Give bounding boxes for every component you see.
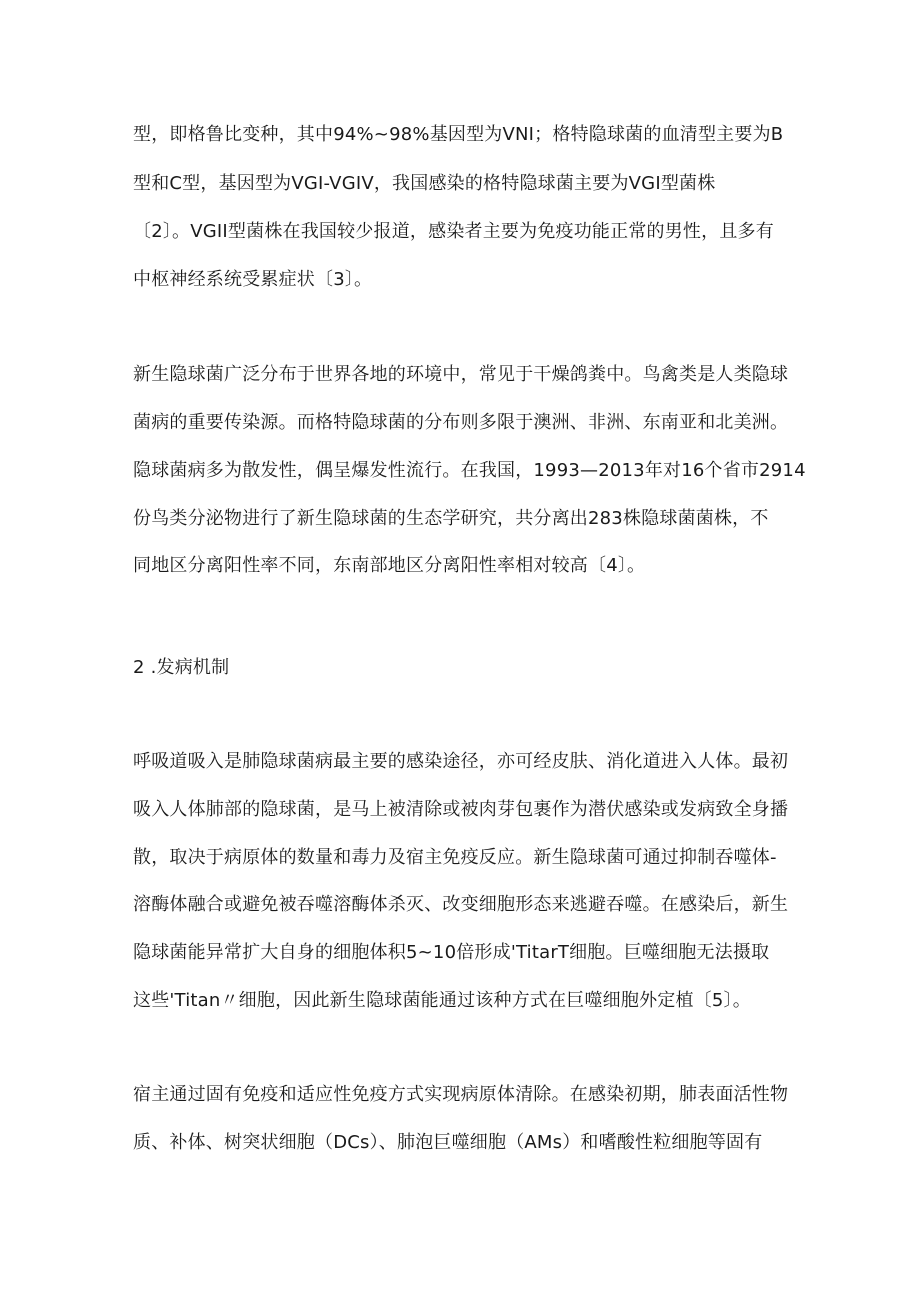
paragraph-3-line-2: 吸入人体肺部的隐球菌，是马上被清除或被肉芽包裹作为潜伏感染或发病致全身播 (133, 799, 789, 820)
paragraph-3-line-1: 呼吸道吸入是肺隐球菌病最主要的感染途径，亦可经皮肤、消化道进入人体。最初 (133, 751, 789, 772)
paragraph-3-line-3: 散，取决于病原体的数量和毒力及宿主免疫反应。新生隐球菌可通过抑制吞噬体- (133, 847, 777, 868)
paragraph-4-line-2: 质、补体、树突状细胞（DCs）、肺泡巨噬细胞（AMs）和嗜酸性粒细胞等固有 (133, 1132, 763, 1153)
paragraph-1-line-4: 中枢神经系统受累症状〔3〕。 (133, 269, 373, 290)
paragraph-1-line-2: 型和C型，基因型为VGI-VGIV，我国感染的格特隐球菌主要为VGI型菌株 (133, 173, 716, 194)
paragraph-3-line-6: 这些'Titan〃细胞，因此新生隐球菌能通过该种方式在巨噬细胞外定植〔5〕。 (133, 990, 751, 1011)
paragraph-3-line-5: 隐球菌能异常扩大自身的细胞体积5~10倍形成'TitarT细胞。巨噬细胞无法摄取 (133, 942, 770, 963)
paragraph-1-line-3: 〔2〕。VGII型菌株在我国较少报道，感染者主要为免疫功能正常的男性，且多有 (133, 221, 774, 242)
paragraph-2-line-2: 菌病的重要传染源。而格特隐球菌的分布则多限于澳洲、非洲、东南亚和北美洲。 (133, 412, 789, 433)
paragraph-2-line-4: 份鸟类分泌物进行了新生隐球菌的生态学研究，共分离出283株隐球菌菌株，不 (133, 508, 769, 529)
paragraph-2-line-5: 同地区分离阳性率不同，东南部地区分离阳性率相对较高〔4〕。 (133, 555, 646, 576)
section-heading: 2 .发病机制 (133, 657, 230, 678)
paragraph-1-line-1: 型，即格鲁比变种，其中94%~98%基因型为VNI；格特隐球菌的血清型主要为B (133, 124, 784, 145)
paragraph-4-line-1: 宿主通过固有免疫和适应性免疫方式实现病原体清除。在感染初期，肺表面活性物 (133, 1084, 789, 1105)
paragraph-2-line-3: 隐球菌病多为散发性，偶呈爆发性流行。在我国，1993—2013年对16个省市2914 (133, 460, 806, 481)
paragraph-2-line-1: 新生隐球菌广泛分布于世界各地的环境中，常见于干燥鸽粪中。鸟禽类是人类隐球 (133, 364, 789, 385)
paragraph-3-line-4: 溶酶体融合或避免被吞噬溶酶体杀灭、改变细胞形态来逃避吞噬。在感染后，新生 (133, 894, 789, 915)
